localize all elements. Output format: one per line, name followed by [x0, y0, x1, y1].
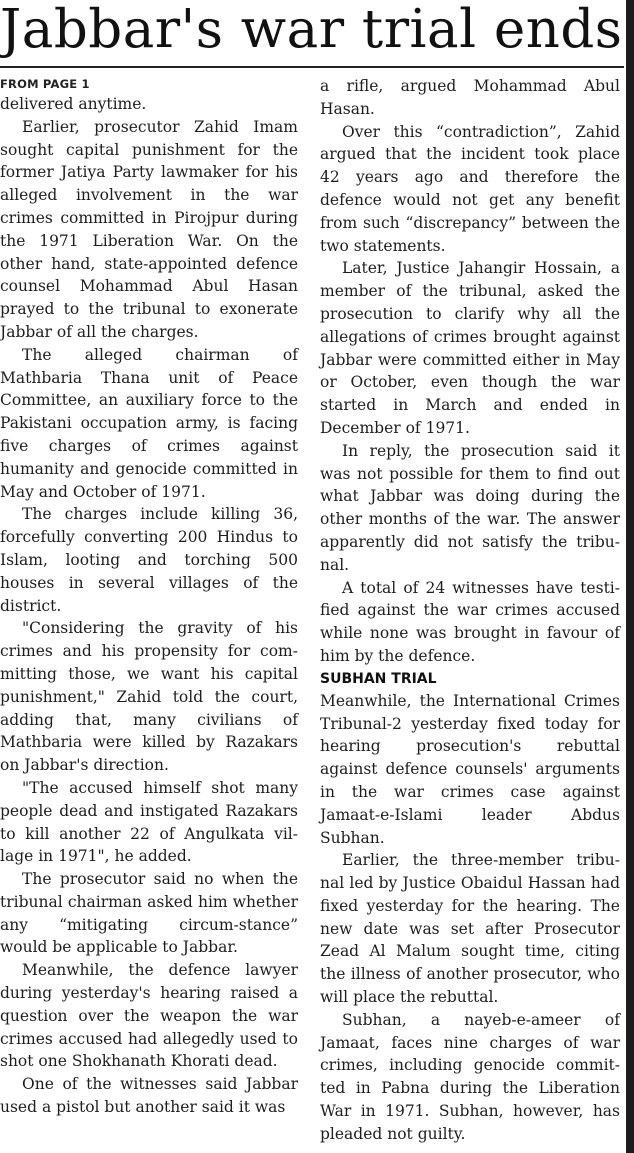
from-page-label: FROM PAGE 1	[0, 77, 90, 91]
paragraph: a rifle, argued Mohammad Abul Hasan.	[320, 77, 620, 118]
paragraph: "The accused himself shot many people dead and instigated Razakars to kill another 22 of Angulkata vil-lage in 1971", he added.	[0, 778, 298, 866]
paragraph: Subhan, a nayeb-e-ameer of Jamaat, faces nine charges of war crimes, including genocide commit-ted in Pabna during the Liberation War in 1971. Subhan, however, has pleaded not guilty.	[320, 1010, 620, 1143]
paragraph: Later, Justice Jahangir Hossain, a member of the tribunal, asked the prosecution to clarify why all the allegations of crimes brought against Jabbar were committed either in May or October, even though the war started in March and ended in December of 1971.	[320, 259, 620, 437]
subhead: SUBHAN TRIAL	[320, 670, 437, 687]
paragraph: The charges include killing 36, forcefully converting 200 Hindus to Islam, looting and torching 500 houses in several villages of the district.	[0, 505, 298, 615]
paragraph: delivered anytime.	[0, 95, 147, 113]
headline: Jabbar's war trial ends	[0, 0, 623, 60]
left-column	[0, 75, 298, 1153]
paragraph: Over this “contradiction”, Zahid argued that the incident took place 42 years ago and therefore the defence would not get any benefit from such “discrepancy” between the two statements.	[320, 122, 620, 255]
paragraph: Earlier, prosecutor Zahid Imam sought capital punishment for the former Jatiya Party lawmaker for his alleged involvement in the war crimes committed in Pirojpur during the 1971 Liberation War. On the other hand, state-appointed defence counsel Mohammad Abul Hasan prayed to the tribunal to exonerate Jabbar of all the charges.	[0, 117, 298, 341]
paragraph: A total of 24 witnesses have testi-fied against the war crimes accused while none was brought in favour of him by the defence.	[320, 578, 620, 665]
headline-rule	[0, 66, 624, 68]
paragraph: Meanwhile, the defence lawyer during yesterday's hearing raised a question over the weapon the war crimes accused had allegedly used to shot one Shokhanath Khorati dead.	[0, 961, 298, 1071]
paragraph: Meanwhile, the International Crimes Tribunal-2 yesterday fixed today for hearing prosecution's rebuttal against defence counsels' arguments in the war crimes case against Jamaat-e-Islami leader Abdus Subhan.	[320, 691, 620, 847]
paragraph: The alleged chairman of Mathbaria Thana unit of Peace Committee, an auxiliary force to the Pakistani occupation army, is facing five charges of crimes against humanity and genocide committed in May and October of 1971.	[0, 345, 298, 501]
page-edge	[626, 0, 634, 1153]
paragraph: One of the witnesses said Jabbar used a pistol but another said it was	[0, 1075, 298, 1117]
paragraph: Earlier, the three-member tribu-nal led by Justice Obaidul Hassan had fixed yesterday for the hearing. The new date was set after Prosecutor Zead Al Malum sought time, citing the illness of another prosecutor, who will place the rebuttal.	[320, 851, 620, 1007]
right-column	[320, 75, 620, 1153]
paragraph: "Considering the gravity of his crimes and his propensity for com-mitting those, we want his capital punishment," Zahid told the court, adding that, many civilians of Mathbaria were killed by Razakars on Jabbar's direction.	[0, 619, 298, 775]
paragraph: In reply, the prosecution said it was not possible for them to find out what Jabbar was doing during the other months of the war. The answer apparently did not satisfy the tribu-nal.	[320, 441, 620, 574]
paragraph: The prosecutor said no when the tribunal chairman asked him whether any “mitigating circum-stance” would be applicable to Jabbar.	[0, 870, 298, 957]
